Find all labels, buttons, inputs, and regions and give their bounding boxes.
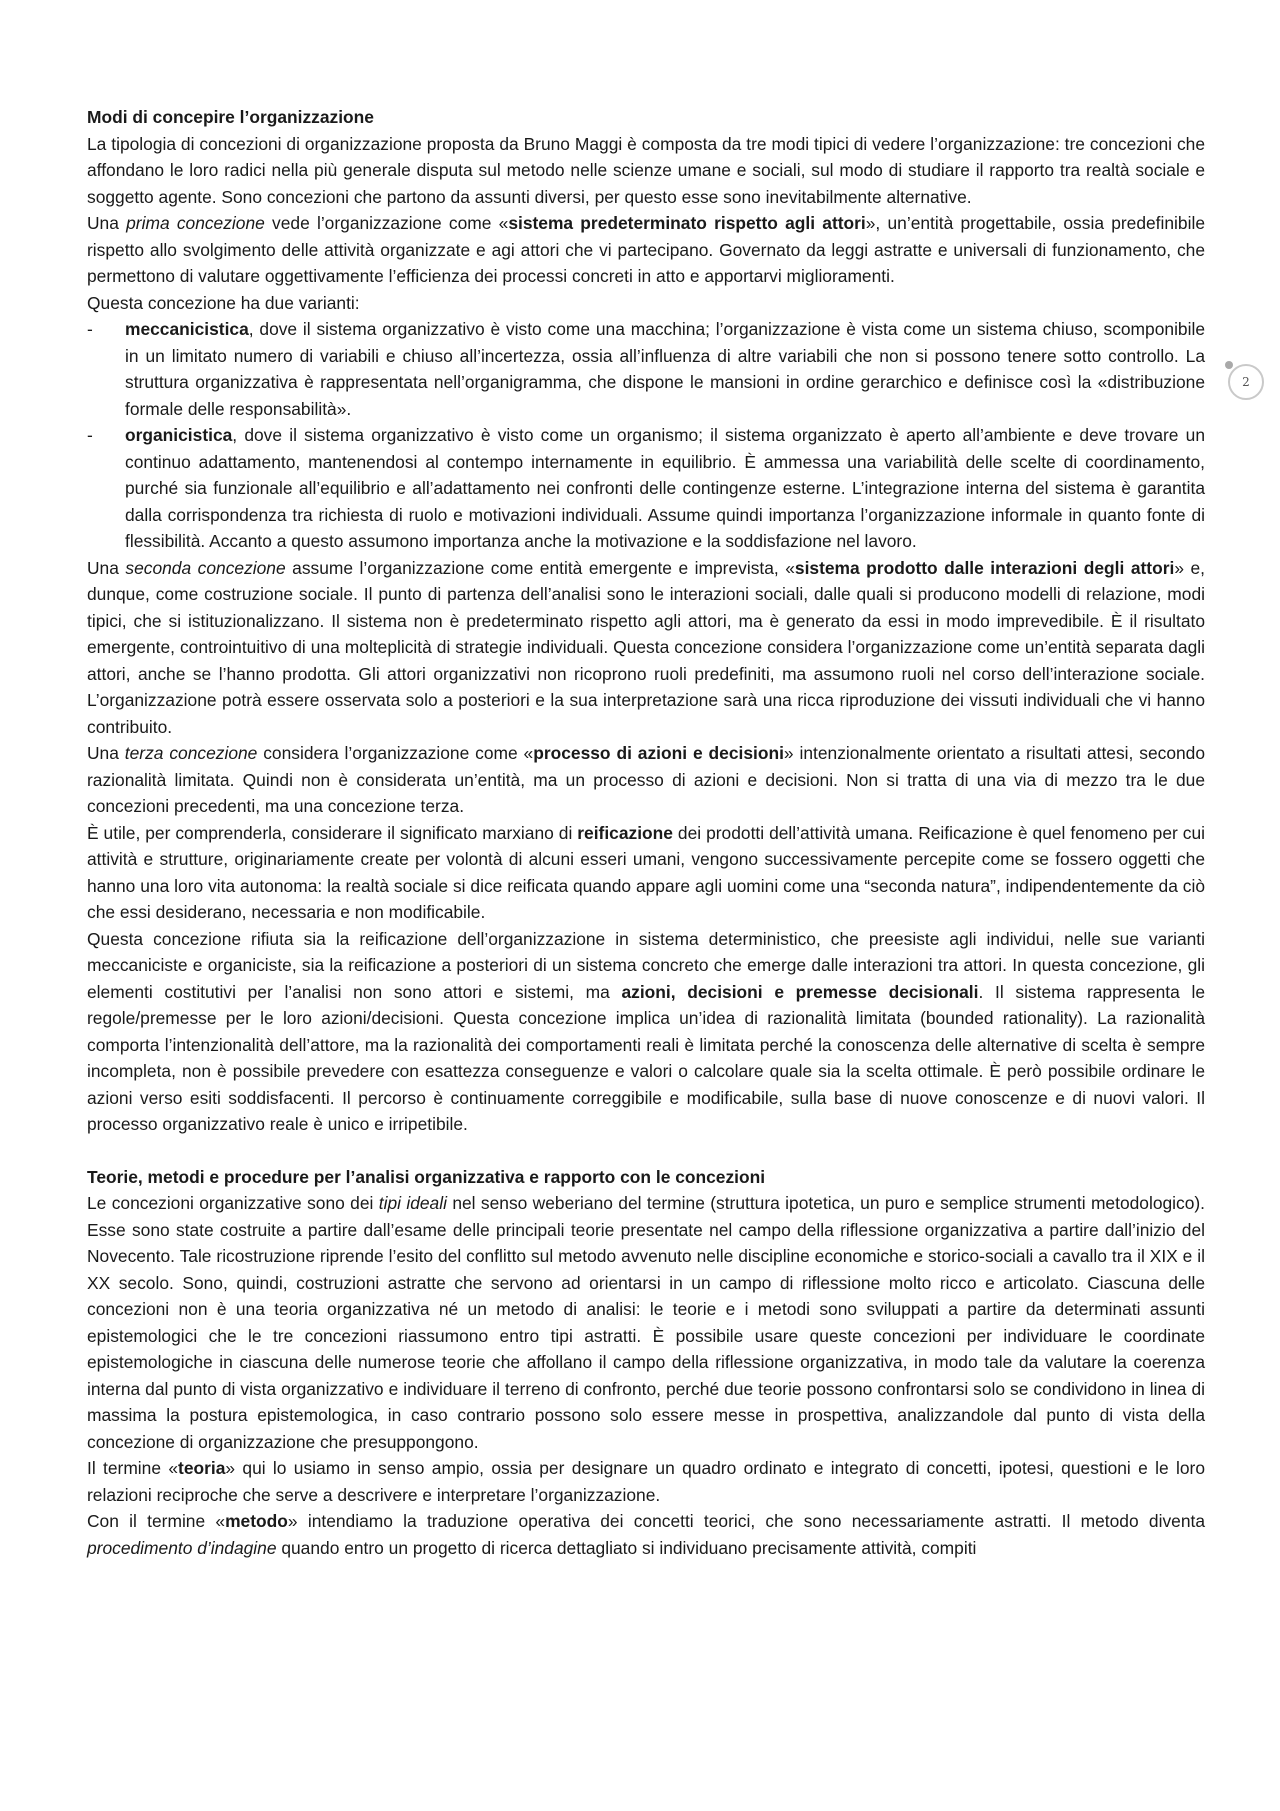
paragraph: Questa concezione ha due varianti:	[87, 292, 360, 313]
list-item-organicistica: - organicistica, dove il sistema organizzativo è visto come un organismo; il sistema organizzato è aperto all’ambiente e deve trovare un continuo adattamento, mantenendosi al contempo internamente in equilibrio. È ammessa una variabilità delle scelte di coordinamento, purché sia funzionale all’equilibrio e all’adattamento nei confronti delle contingenze esterne. L’integrazione interna del sistema è garantita dalla corrispondenza tra richiesta di ruolo e motivazioni individuali. Assume quindi importanza l’organizzazione informale in quanto fonte di flessibilità. Accanto a questo assumono importanza anche la motivazione e la soddisfazione nel lavoro.	[87, 422, 1205, 555]
paragraph-reificazione: È utile, per comprenderla, considerare il significato marxiano di reificazione dei prodotti dell’attività umana. Reificazione è quel fenomeno per cui attività e strutture, originariamente create per volontà di alcuni esseri umani, vengono successivamente percepite come se fossero oggetti che hanno una loro vita autonoma: la realtà sociale si dice reificata quando appare agli uomini come una “seconda natura”, indipendentemente da ciò che essi desiderano, necessaria e non modificabile.	[87, 822, 1205, 922]
key-term: sistema prodotto dalle interazioni degli attori	[794, 557, 1175, 578]
page-number-dot	[1225, 361, 1233, 369]
paragraph-seconda-concezione: Una seconda concezione assume l’organizzazione come entità emergente e imprevista, «sistema prodotto dalle interazioni degli attori» e, dunque, come costruzione sociale. Il punto di partenza dell’analisi sono le interazioni sociali, dalle quali si producono modelli di relazione, modi tipici, che si istituzionalizzano. Il sistema non è predeterminato rispetto agli attori, ma è generato da essi in modo imprevedibile. È il risultato emergente, controintuitivo di una molteplicità di strategie individuali. Questa concezione considera l’organizzazione come un’entità separata dagli attori, anche se l’hanno prodotta. Gli attori organizzativi non ricoprono ruoli predefiniti, ma assumono ruoli nel corso dell’interazione sociale. L’organizzazione potrà essere osservata solo a posteriori e la sua interpretazione sarà una ricca riproduzione dei vissuti individuali che vi hanno contribuito.	[87, 557, 1205, 737]
key-term: organicistica	[125, 425, 233, 445]
emphasis: procedimento d’indagine	[87, 1537, 277, 1558]
variants-list	[87, 316, 1205, 555]
paragraph: Questa concezione rifiuta sia la reificazione dell’organizzazione in sistema deterministico, che preesiste agli individui, nelle sue varianti meccaniciste e organiciste, sia la reificazione a posteriori di un sistema concreto che emerge dalle interazioni tra attori. In questa concezione, gli elementi costitutivi per l’analisi non sono attori e sistemi, ma azioni, decisioni e premesse decisionali. Il sistema rappresenta le regole/premesse per le loro azioni/decisioni. Questa concezione implica un’idea di razionalità limitata (bounded rationality). La razionalità comporta l’intenzionalità dell’attore, ma la razionalità dei comportamenti reali è limitata perché la conoscenza delle alternative di scelta è sempre incompleta, non è possibile prevedere con esattezza conseguenze e valori o calcolare quale sia la scelta ottimale. È però possibile ordinare le azioni verso esiti soddisfacenti. Il percorso è continuamente correggibile e modificabile, sulla base di nuove conoscenze e di nuovi valori. Il processo organizzativo reale è unico e irripetibile.	[87, 928, 1206, 1134]
paragraph: Le concezioni organizzative sono dei tipi ideali nel senso weberiano del termine (struttura ipotetica, un puro e semplice strumenti metodologico). Esse sono state costruite a partire dall’esame delle principali teorie presentate nel campo della riflessione organizzativa a partire dall’inizio del Novecento. Tale ricostruzione riprende l’esito del conflitto sul metodo avvenuto nelle discipline economiche e storico-sociali a cavallo tra il XIX e il XX secolo. Sono, quindi, costruzioni astratte che servono ad orientarsi in un campo di riflessione molto ricco e articolato. Ciascuna delle concezioni non è una teoria organizzativa né un metodo di analisi: le teorie e i metodi sono sviluppati a partire da determinati assunti epistemologici che le tre concezioni riassumono entro tipi astratti. È possibile usare queste concezioni per individuare le coordinate epistemologiche in ciascuna delle numerose teorie che affollano il campo della riflessione organizzativa, in modo tale da valutare la coerenza interna dal punto di vista organizzativo e individuare il terreno di confronto, perché due teorie possono confrontarsi solo se condividono in linea di massima la postura epistemologica, in caso contrario possono solo essere messe in prospettiva, analizzandole dal punto di vista della concezione di organizzazione che presuppongono.	[87, 1193, 1206, 1452]
key-term: meccanicistica	[125, 319, 249, 339]
key-term: azioni, decisioni e premesse decisionali	[621, 981, 979, 1002]
key-term: metodo	[225, 1511, 288, 1531]
paragraph-prima-concezione: Una prima concezione vede l’organizzazione come «sistema predeterminato rispetto agli attori», un’entità progettabile, ossia predefinibile rispetto allo svolgimento delle attività organizzate e agi attori che vi partecipano. Governato da leggi astratte e universali di funzionamento, che permettono di valutare oggettivamente l’efficienza dei processi concreti in atto e apportarvi miglioramenti.	[87, 213, 1205, 286]
page-number-badge: 2	[1228, 364, 1264, 400]
paragraph: La tipologia di concezioni di organizzazione proposta da Bruno Maggi è composta da tre modi tipici di vedere l’organizzazione: tre concezioni che affondano le loro radici nella più generale disputa sul metodo nelle scienze umane e sociali, sul modo di studiare il rapporto tra realtà sociale e soggetto agente. Sono concezioni che partono da assunti diversi, per questo esse sono inevitabilmente alternative.	[87, 133, 1205, 207]
list-item-meccanicistica: - meccanicistica, dove il sistema organizzativo è visto come una macchina; l’organizzazione è vista come un sistema chiuso, scomponibile in un limitato numero di variabili e chiuso all’incertezza, ossia all’influenza di altre variabili che non si possono tenere sotto controllo. La struttura organizzativa è rappresentata nell’organigramma, che dispone le mansioni in ordine gerarchico e definisce così la «distribuzione formale delle responsabilità».	[87, 316, 1205, 422]
key-term: processo di azioni e decisioni	[533, 743, 784, 763]
paragraph-terza-concezione: Una terza concezione considera l’organizzazione come «processo di azioni e decisioni» intenzionalmente orientato a risultati attesi, secondo razionalità limitata. Quindi non è considerata un’entità, ma un processo di azioni e decisioni. Non si tratta di una via di mezzo tra le due concezioni precedenti, ma una concezione terza.	[87, 743, 1206, 816]
paragraph-metodo: Con il termine «metodo» intendiamo la traduzione operativa dei concetti teorici, che sono necessariamente astratti. Il metodo diventa procedimento d’indagine quando entro un progetto di ricerca dettagliato si individuano precisamente attività, compiti	[87, 1511, 1205, 1558]
section-heading-modi: Modi di concepire l’organizzazione	[87, 107, 374, 127]
emphasis: seconda concezione	[125, 557, 286, 578]
key-term: reificazione	[577, 822, 673, 843]
key-term: teoria	[178, 1458, 226, 1478]
paragraph-teoria: Il termine «teoria» qui lo usiamo in senso ampio, ossia per designare un quadro ordinato e integrato di concetti, ipotesi, questioni e le loro relazioni reciproche che serve a descrivere e interpretare l’organizzazione.	[87, 1458, 1205, 1505]
key-term: sistema predeterminato rispetto agli attori	[508, 213, 866, 233]
emphasis: tipi ideali	[378, 1193, 447, 1213]
spacer	[87, 1138, 1205, 1164]
document-body	[87, 104, 1205, 1561]
emphasis: prima concezione	[126, 213, 265, 233]
section-heading-teorie: Teorie, metodi e procedure per l’analisi organizzativa e rapporto con le concezioni	[87, 1166, 766, 1187]
emphasis: terza concezione	[124, 743, 258, 763]
